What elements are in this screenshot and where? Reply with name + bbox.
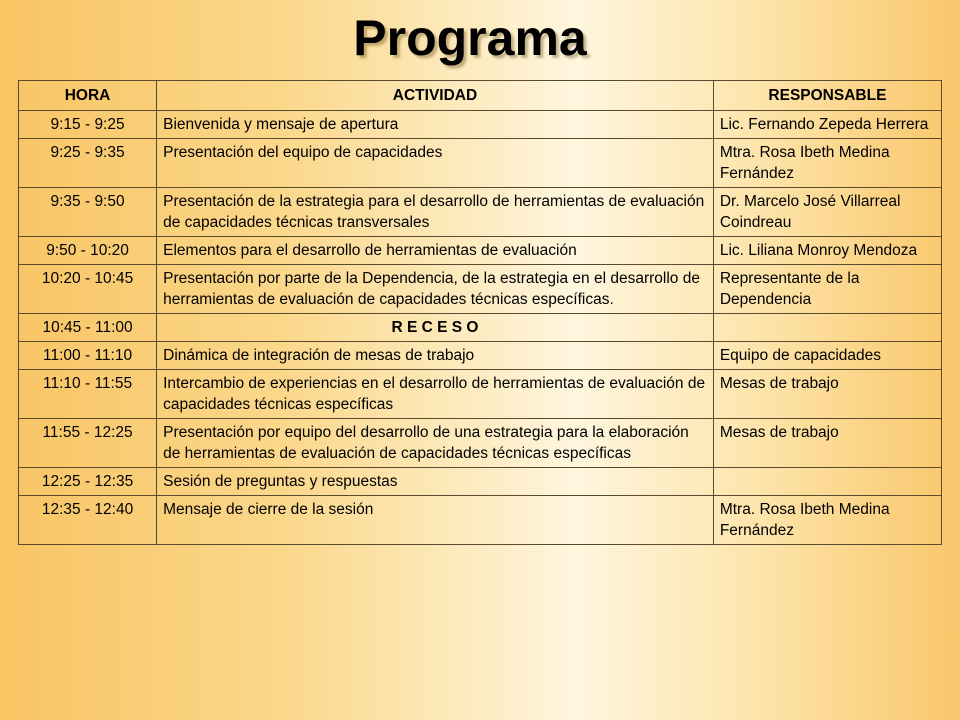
cell-hora: 9:25 - 9:35 (19, 139, 157, 188)
table-row (19, 370, 942, 419)
table-row-recess (19, 314, 942, 342)
cell-actividad-recess: R E C E S O (157, 314, 714, 342)
header-hora: HORA (19, 81, 157, 111)
cell-hora: 9:15 - 9:25 (19, 111, 157, 139)
cell-actividad: Dinámica de integración de mesas de trabajo (157, 342, 714, 370)
slide-title: Programa (353, 10, 587, 66)
cell-hora: 11:00 - 11:10 (19, 342, 157, 370)
cell-responsable (713, 314, 941, 342)
cell-actividad: Presentación por parte de la Dependencia, de la estrategia en el desarrollo de herramientas de evaluación de capacidades técnicas específicas. (157, 265, 714, 314)
cell-responsable (713, 468, 941, 496)
table-row (19, 419, 942, 468)
table-header (19, 81, 942, 111)
table-row (19, 342, 942, 370)
cell-hora: 11:10 - 11:55 (19, 370, 157, 419)
cell-actividad: Intercambio de experiencias en el desarrollo de herramientas de evaluación de capacidades técnicas específicas (157, 370, 714, 419)
cell-responsable: Lic. Fernando Zepeda Herrera (713, 111, 941, 139)
cell-actividad: Elementos para el desarrollo de herramientas de evaluación (157, 237, 714, 265)
table-row (19, 265, 942, 314)
table-body (19, 111, 942, 545)
cell-actividad: Presentación de la estrategia para el desarrollo de herramientas de evaluación de capacidades técnicas transversales (157, 188, 714, 237)
cell-responsable: Lic. Liliana Monroy Mendoza (713, 237, 941, 265)
table-row (19, 111, 942, 139)
table-row (19, 496, 942, 545)
table-row (19, 468, 942, 496)
cell-responsable: Mesas de trabajo (713, 370, 941, 419)
cell-hora: 12:35 - 12:40 (19, 496, 157, 545)
table-row (19, 188, 942, 237)
cell-responsable: Representante de la Dependencia (713, 265, 941, 314)
header-actividad: ACTIVIDAD (157, 81, 714, 111)
schedule-table (18, 80, 942, 545)
cell-hora: 11:55 - 12:25 (19, 419, 157, 468)
cell-responsable: Equipo de capacidades (713, 342, 941, 370)
header-row (19, 81, 942, 111)
cell-hora: 10:20 - 10:45 (19, 265, 157, 314)
cell-hora: 10:45 - 11:00 (19, 314, 157, 342)
cell-hora: 9:50 - 10:20 (19, 237, 157, 265)
cell-actividad: Presentación por equipo del desarrollo de una estrategia para la elaboración de herramientas de evaluación de capacidades técnicas específicas (157, 419, 714, 468)
cell-responsable: Mtra. Rosa Ibeth Medina Fernández (713, 496, 941, 545)
cell-actividad: Mensaje de cierre de la sesión (157, 496, 714, 545)
cell-responsable: Mtra. Rosa Ibeth Medina Fernández (713, 139, 941, 188)
table-row (19, 237, 942, 265)
table-row (19, 139, 942, 188)
cell-responsable: Mesas de trabajo (713, 419, 941, 468)
cell-hora: 9:35 - 9:50 (19, 188, 157, 237)
header-responsable: RESPONSABLE (713, 81, 941, 111)
cell-responsable: Dr. Marcelo José Villarreal Coindreau (713, 188, 941, 237)
cell-hora: 12:25 - 12:35 (19, 468, 157, 496)
cell-actividad: Presentación del equipo de capacidades (157, 139, 714, 188)
cell-actividad: Bienvenida y mensaje de apertura (157, 111, 714, 139)
cell-actividad: Sesión de preguntas y respuestas (157, 468, 714, 496)
